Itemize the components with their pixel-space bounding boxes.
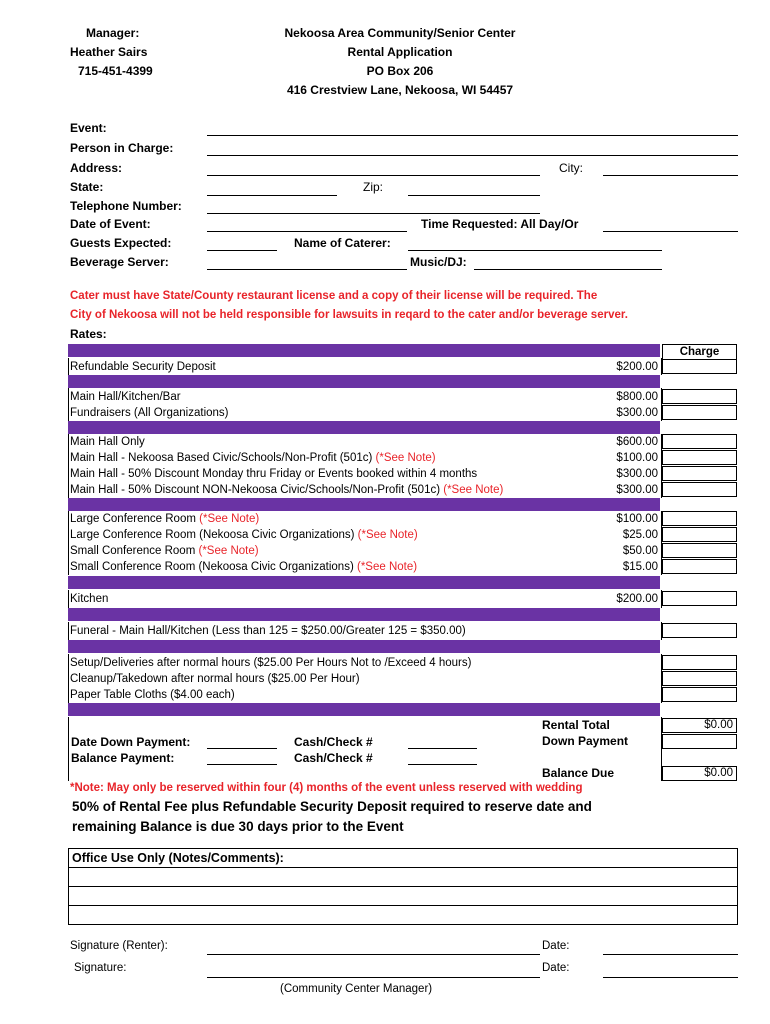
large-conf-charge[interactable]: [662, 511, 737, 526]
tablecloths-charge[interactable]: [662, 687, 737, 702]
balance-payment-label: Balance Payment:: [71, 751, 175, 765]
rate-band: [68, 608, 660, 621]
main-hall-50-weekday-label: Main Hall - 50% Discount Monday thru Friday or Events booked within 4 months: [70, 468, 478, 480]
large-conf-amount: $100.00: [616, 513, 658, 525]
telephone-field[interactable]: [207, 213, 540, 214]
time-requested-field[interactable]: [603, 231, 738, 232]
signature-manager-field[interactable]: [207, 977, 540, 978]
cash-check-2-field[interactable]: [408, 764, 477, 765]
office-notes-row[interactable]: [68, 886, 738, 906]
date-of-event-field[interactable]: [207, 231, 407, 232]
office-use-header: [68, 848, 738, 868]
rate-band: [68, 421, 660, 434]
down-payment-label: Down Payment: [542, 734, 629, 748]
small-conf-civic-amount: $15.00: [622, 561, 658, 573]
office-notes-row[interactable]: [68, 867, 738, 887]
fundraisers-label: Fundraisers (All Organizations): [70, 407, 229, 419]
org-name: Nekoosa Area Community/Senior Center: [284, 26, 516, 40]
small-conf-amount: $50.00: [622, 545, 658, 557]
caterer-label: Name of Caterer:: [294, 236, 391, 250]
main-hall-50-non-label: Main Hall - 50% Discount NON-Nekoosa Civic/Schools/Non-Profit (501c) (*See Note): [70, 484, 504, 496]
rate-band: [68, 375, 660, 388]
date2-field[interactable]: [603, 977, 738, 978]
main-hall-50-non-charge[interactable]: [662, 482, 737, 497]
main-hall-only-label: Main Hall Only: [70, 436, 145, 448]
charge-header: Charge: [662, 344, 737, 360]
kitchen-label: Kitchen: [70, 593, 109, 605]
cleanup-label: Cleanup/Takedown after normal hours ($25.00 Per Hour): [70, 673, 360, 685]
signature-manager-label: Signature:: [74, 962, 127, 974]
rates-label: Rates:: [70, 327, 107, 341]
tablecloths-label: Paper Table Cloths ($4.00 each): [70, 689, 235, 701]
zip-field[interactable]: [408, 195, 540, 196]
cash-check-2-label: Cash/Check #: [294, 751, 373, 765]
event-label: Event:: [70, 121, 107, 135]
manager-label: Manager:: [86, 26, 140, 40]
kitchen-amount: $200.00: [616, 593, 658, 605]
main-hall-civic-charge[interactable]: [662, 450, 737, 465]
see-note: (*See Note): [199, 513, 260, 525]
main-hall-civic-label: Main Hall - Nekoosa Based Civic/Schools/Non-Profit (501c) (*See Note): [70, 452, 436, 464]
date-down-payment-label: Date Down Payment:: [71, 735, 191, 749]
form-title: Rental Application: [347, 45, 453, 59]
cleanup-charge[interactable]: [662, 671, 737, 686]
person-in-charge-label: Person in Charge:: [70, 141, 174, 155]
cash-check-1-field[interactable]: [408, 748, 477, 749]
small-conf-charge[interactable]: [662, 543, 737, 558]
signature-renter-label: Signature (Renter):: [70, 940, 168, 952]
state-field[interactable]: [207, 195, 337, 196]
signature-renter-field[interactable]: [207, 954, 540, 955]
office-notes-row[interactable]: [68, 905, 738, 925]
fundraisers-charge[interactable]: [662, 405, 737, 420]
deposit-policy-line2: remaining Balance is due 30 days prior to the Event: [72, 819, 404, 834]
cash-check-1-label: Cash/Check #: [294, 735, 373, 749]
deposit-label: Refundable Security Deposit: [70, 361, 216, 373]
small-conf-civic-label: Small Conference Room (Nekoosa Civic Organizations) (*See Note): [70, 561, 418, 573]
main-hall-only-amount: $600.00: [616, 436, 658, 448]
see-note: (*See Note): [198, 545, 259, 557]
small-conf-civic-charge[interactable]: [662, 559, 737, 574]
music-dj-field[interactable]: [474, 269, 662, 270]
setup-label: Setup/Deliveries after normal hours ($25.00 Per Hours Not to /Exceed 4 hours): [70, 657, 472, 669]
hall-kitchen-bar-label: Main Hall/Kitchen/Bar: [70, 391, 181, 403]
rate-band: [68, 640, 660, 653]
small-conf-label: Small Conference Room (*See Note): [70, 545, 259, 557]
address-field[interactable]: [207, 175, 540, 176]
po-box: PO Box 206: [366, 64, 434, 78]
main-hall-50-non-amount: $300.00: [616, 484, 658, 496]
main-hall-civic-amount: $100.00: [616, 452, 658, 464]
beverage-server-label: Beverage Server:: [70, 255, 169, 269]
person-in-charge-field[interactable]: [207, 155, 738, 156]
see-note: (*See Note): [375, 452, 436, 464]
reserve-note: *Note: May only be reserved within four (4) months of the event unless reserved with wedding: [70, 782, 583, 794]
event-field[interactable]: [207, 135, 738, 136]
large-conf-label: Large Conference Room (*See Note): [70, 513, 260, 525]
large-conf-civic-label: Large Conference Room (Nekoosa Civic Organizations) (*See Note): [70, 529, 418, 541]
main-hall-50-weekday-amount: $300.00: [616, 468, 658, 480]
date1-field[interactable]: [603, 954, 738, 955]
city-label: City:: [559, 161, 583, 175]
balance-due-value: $0.00: [662, 766, 737, 781]
time-requested-label: Time Requested: All Day/Or: [421, 217, 579, 231]
down-payment-charge[interactable]: [662, 734, 737, 749]
caterer-field[interactable]: [408, 250, 662, 251]
fundraisers-amount: $300.00: [616, 407, 658, 419]
zip-label: Zip:: [363, 180, 384, 194]
see-note: (*See Note): [356, 561, 418, 573]
guests-expected-label: Guests Expected:: [70, 236, 172, 250]
large-conf-civic-amount: $25.00: [622, 529, 658, 541]
rental-total-label: Rental Total: [542, 718, 610, 732]
hall-kitchen-bar-charge[interactable]: [662, 389, 737, 404]
caterer-notice-line1: Cater must have State/County restaurant license and a copy of their license will be required. The: [70, 290, 598, 302]
balance-due-label: Balance Due: [542, 766, 615, 780]
date1-label: Date:: [542, 940, 570, 952]
funeral-charge[interactable]: [662, 623, 737, 638]
kitchen-charge[interactable]: [662, 591, 737, 606]
main-hall-only-charge[interactable]: [662, 434, 737, 449]
telephone-label: Telephone Number:: [70, 199, 182, 213]
rate-band: [68, 498, 660, 511]
manager-caption: (Community Center Manager): [280, 983, 433, 995]
hall-kitchen-bar-amount: $800.00: [616, 391, 658, 403]
org-address: 416 Crestview Lane, Nekoosa, WI 54457: [286, 83, 514, 97]
deposit-amount: $200.00: [616, 361, 658, 373]
date2-label: Date:: [542, 962, 570, 974]
rate-band: [68, 576, 660, 589]
rental-total-value: $0.00: [662, 718, 737, 733]
date-of-event-label: Date of Event:: [70, 217, 151, 231]
manager-name: Heather Sairs: [70, 45, 148, 59]
see-note: (*See Note): [443, 484, 504, 496]
music-dj-label: Music/DJ:: [410, 255, 467, 269]
funeral-label: Funeral - Main Hall/Kitchen (Less than 125 = $250.00/Greater 125 = $350.00): [70, 625, 466, 637]
manager-phone: 715-451-4399: [78, 64, 153, 78]
setup-charge[interactable]: [662, 655, 737, 670]
caterer-notice-line2: City of Nekoosa will not be held responsible for lawsuits in reqard to the cater and/or beverage server.: [70, 309, 628, 321]
rate-band: [68, 344, 660, 357]
deposit-charge[interactable]: [662, 359, 737, 374]
rate-band: [68, 703, 660, 716]
deposit-policy-line1: 50% of Rental Fee plus Refundable Security Deposit required to reserve date and: [72, 799, 592, 814]
see-note: (*See Note): [357, 529, 418, 541]
main-hall-50-weekday-charge[interactable]: [662, 466, 737, 481]
beverage-server-field[interactable]: [207, 269, 407, 270]
rate-row-frame: [68, 590, 662, 608]
guests-expected-field[interactable]: [207, 250, 277, 251]
office-use-title: Office Use Only (Notes/Comments):: [72, 851, 284, 865]
date-down-payment-field[interactable]: [207, 748, 277, 749]
address-label: Address:: [70, 161, 123, 175]
large-conf-civic-charge[interactable]: [662, 527, 737, 542]
state-label: State:: [70, 180, 104, 194]
city-field[interactable]: [603, 175, 738, 176]
balance-payment-field[interactable]: [207, 764, 277, 765]
